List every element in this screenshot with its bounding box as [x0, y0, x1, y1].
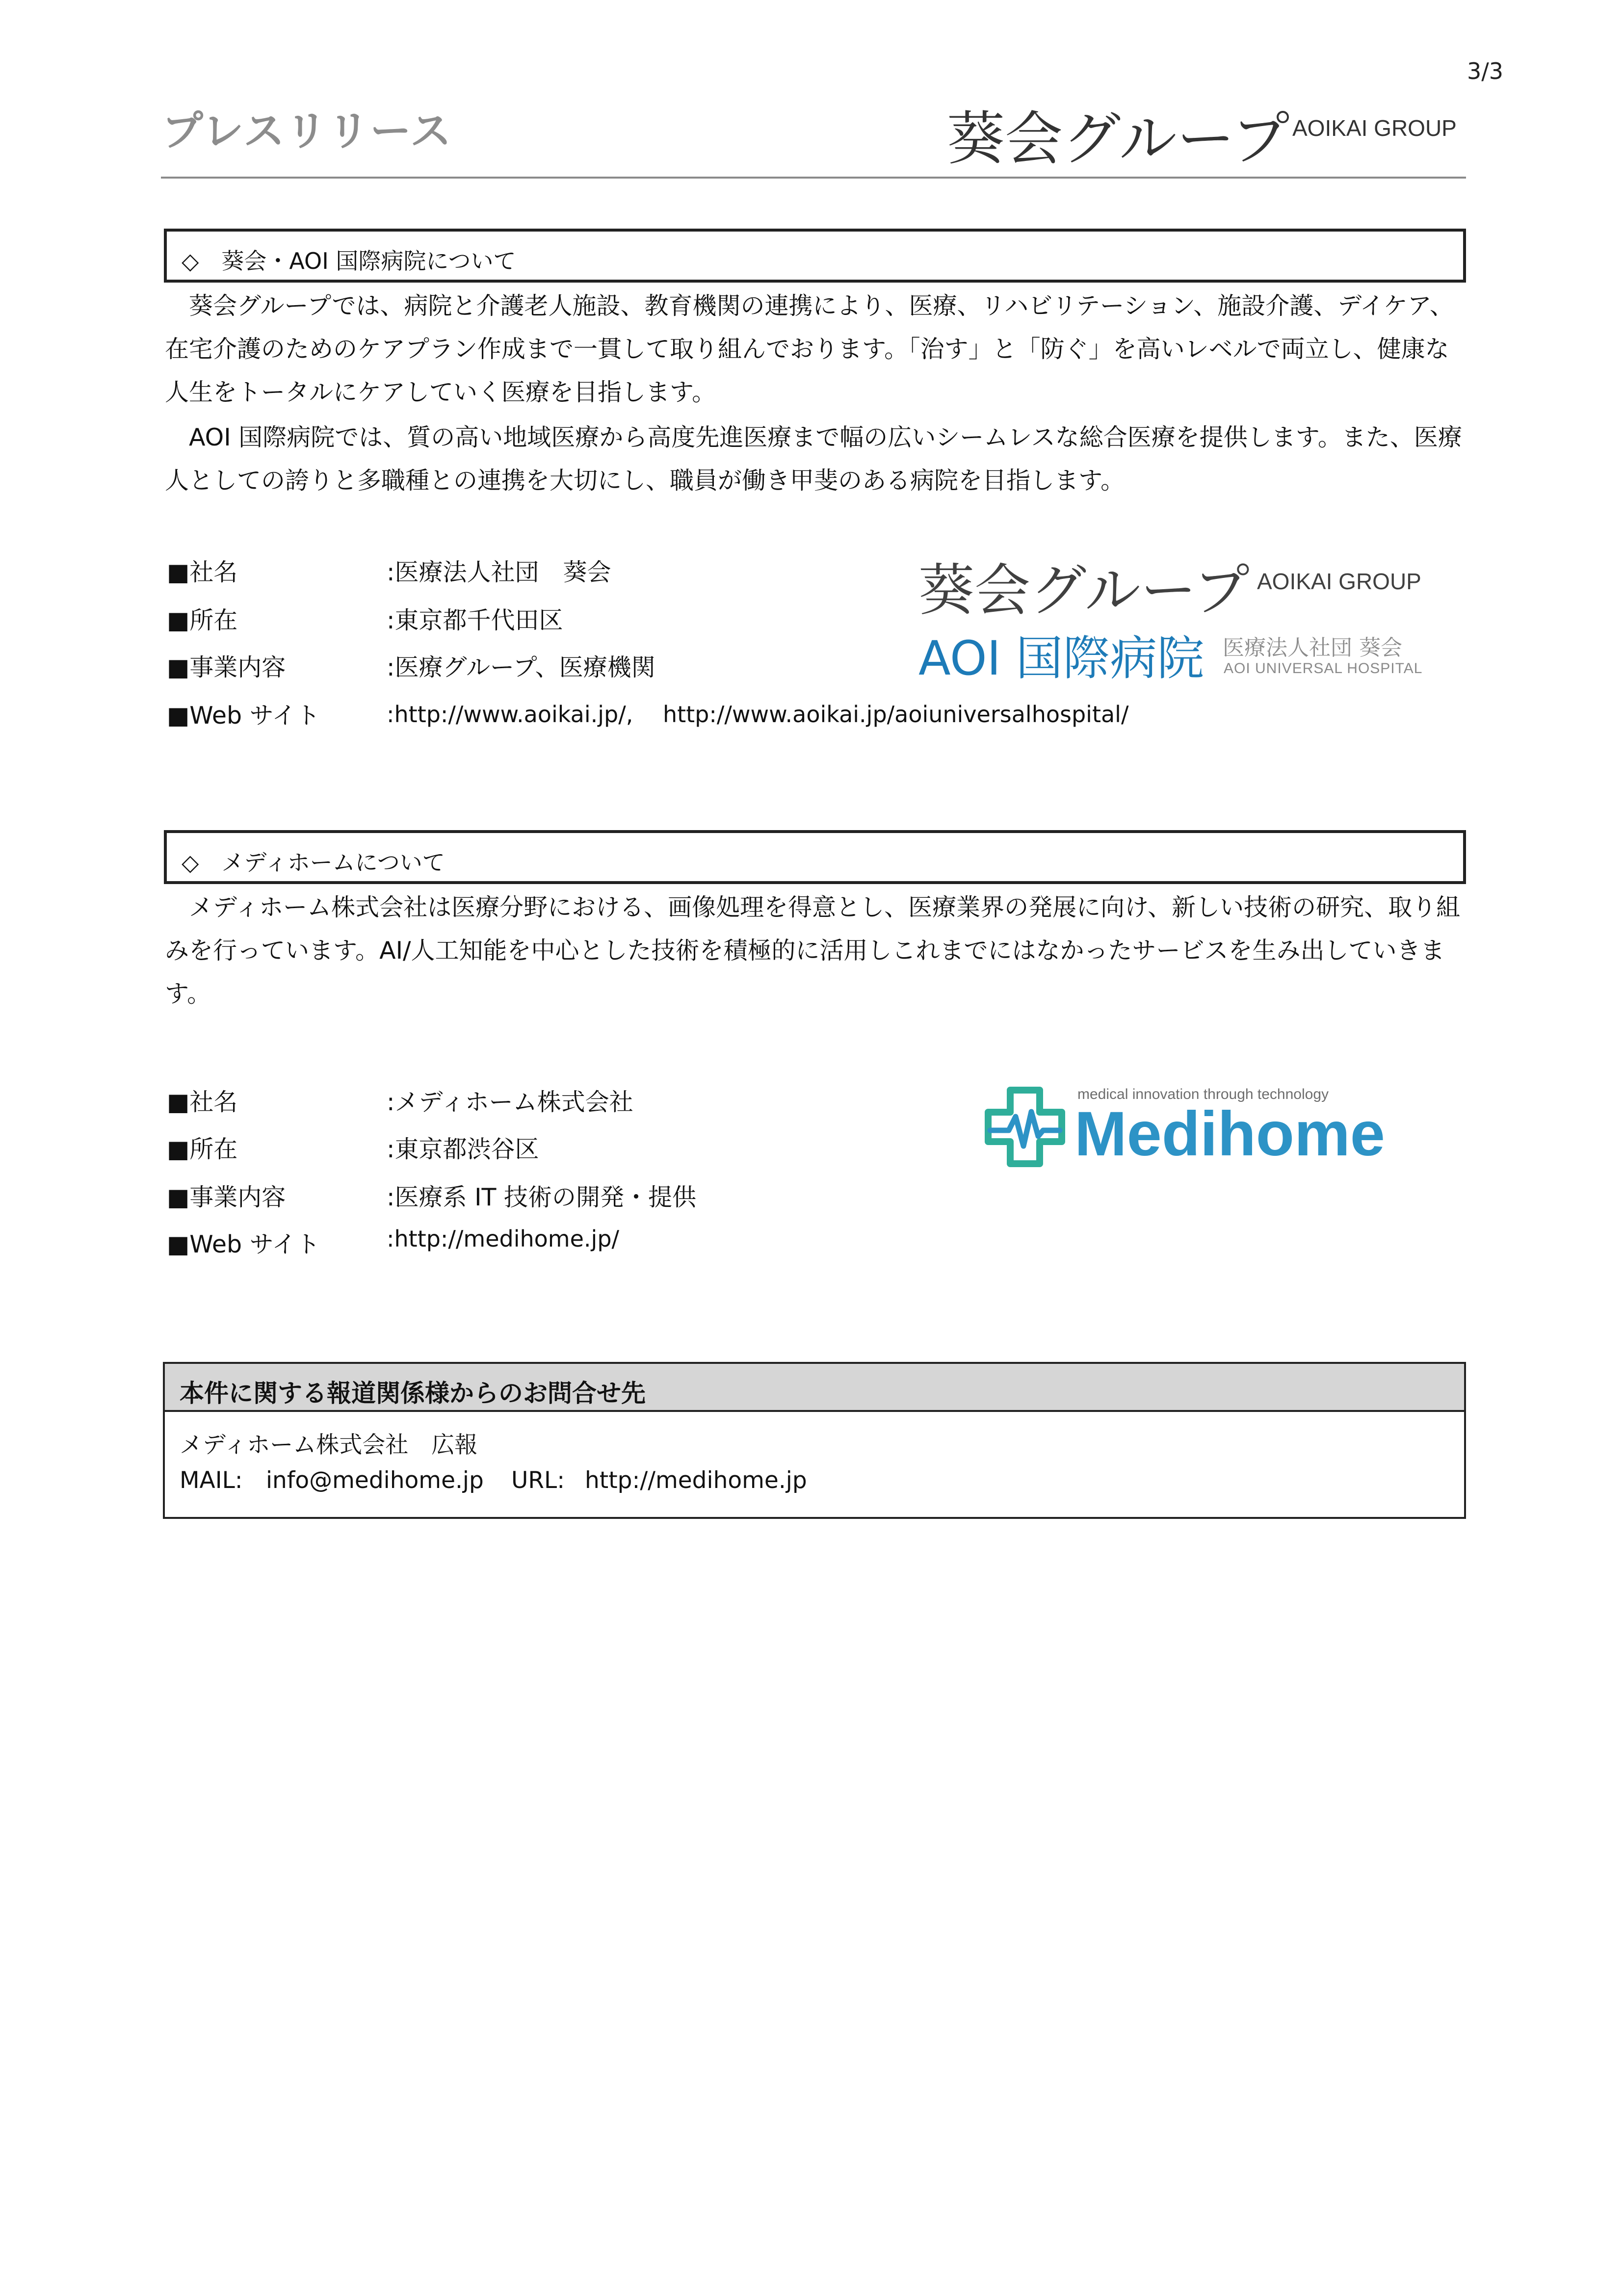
logo-wordmark: Medihome — [1074, 1099, 1385, 1169]
section-aoikai-body — [165, 285, 1465, 502]
section-medihome-paragraph-1: メディホーム株式会社は医療分野における、画像処理を得意とし、医療業界の発展に向け、新しい技術の研究、取り組みを行っています。AI/人工知能を中心とした技術を積極的に活用しこれまでにはなかったサービスを生み出していきます。 — [165, 893, 1461, 1008]
contact-organization: メディホーム株式会社 広報 — [180, 1432, 478, 1459]
info-label-location: ■所在 — [167, 1135, 238, 1163]
info-label-business: ■事業内容 — [167, 653, 286, 681]
section-aoikai-paragraph-1: 葵会グループでは、病院と介護老人施設、教育機関の連携により、医療、リハビリテーション、施設介護、デイケア、在宅介護のためのケアプラン作成まで一貫して取り組んでおります。「治す」と「防ぐ」を高いレベルで両立し、健康な人生をトータルにケアしていく医療を目指します。 — [165, 292, 1454, 406]
info-value-company: :メディホーム株式会社 — [387, 1088, 633, 1116]
info-value-business: :医療グループ、医療機関 — [387, 653, 655, 681]
section-medihome-title: ◇ メディホームについて — [182, 849, 445, 876]
info-value-business: :医療系 IT 技術の開発・提供 — [387, 1183, 697, 1211]
press-contact-box — [163, 1362, 1466, 1519]
header-group-name-en: AOIKAI GROUP — [1292, 115, 1457, 141]
header-divider — [161, 177, 1466, 179]
header-group-name: 葵会グループ — [947, 105, 1290, 173]
contact-url[interactable]: http://medihome.jp — [585, 1467, 807, 1494]
press-contact-title: 本件に関する報道関係様からのお問合せ先 — [180, 1379, 646, 1408]
contact-url-label: URL: — [511, 1467, 565, 1494]
info-value-website[interactable]: :http://medihome.jp/ — [387, 1226, 620, 1252]
info-label-website: ■Web サイト — [167, 1230, 320, 1258]
logo-group-name-en: AOIKAI GROUP — [1257, 569, 1421, 594]
section-medihome-heading-box — [164, 830, 1466, 884]
info-value-company: :医療法人社団 葵会 — [387, 558, 611, 586]
info-label-business: ■事業内容 — [167, 1183, 286, 1211]
logo-corp-name: 医療法人社団 葵会 — [1223, 635, 1402, 660]
logo-tagline: medical innovation through technology — [1077, 1086, 1329, 1102]
press-contact-header — [165, 1364, 1464, 1412]
section-medihome-body — [165, 886, 1465, 1016]
logo-group-name: 葵会グループ — [918, 558, 1250, 623]
info-label-location: ■所在 — [167, 606, 238, 634]
document-label: プレスリリース — [162, 107, 452, 155]
logo-hospital-name: AOI 国際病院 — [918, 631, 1205, 686]
info-value-location: :東京都渋谷区 — [387, 1135, 539, 1163]
info-label-company: ■社名 — [167, 1088, 238, 1116]
section-aoikai-title: ◇ 葵会・AOI 国際病院について — [182, 248, 516, 274]
section-aoikai-paragraph-2: AOI 国際病院では、質の高い地域医療から高度先進医療まで幅の広いシームレスな総合医療を提供します。また、医療人としての誇りと多職種との連携を大切にし、職員が働き甲斐のある病院を目指します。 — [165, 423, 1462, 495]
contact-mail[interactable]: info@medihome.jp — [266, 1467, 484, 1494]
info-value-website[interactable]: :http://www.aoikai.jp/, http://www.aoikai.jp/aoiuniversalhospital/ — [387, 701, 1129, 728]
medical-cross-pulse-icon — [983, 1085, 1067, 1169]
section-aoikai-heading-box — [164, 229, 1466, 283]
info-label-company: ■社名 — [167, 558, 238, 586]
info-value-location: :東京都千代田区 — [387, 606, 563, 634]
page-number: 3/3 — [1467, 58, 1504, 84]
contact-mail-label: MAIL: — [180, 1467, 243, 1494]
logo-hospital-name-en: AOI UNIVERSAL HOSPITAL — [1224, 660, 1423, 677]
info-label-website: ■Web サイト — [167, 702, 320, 730]
